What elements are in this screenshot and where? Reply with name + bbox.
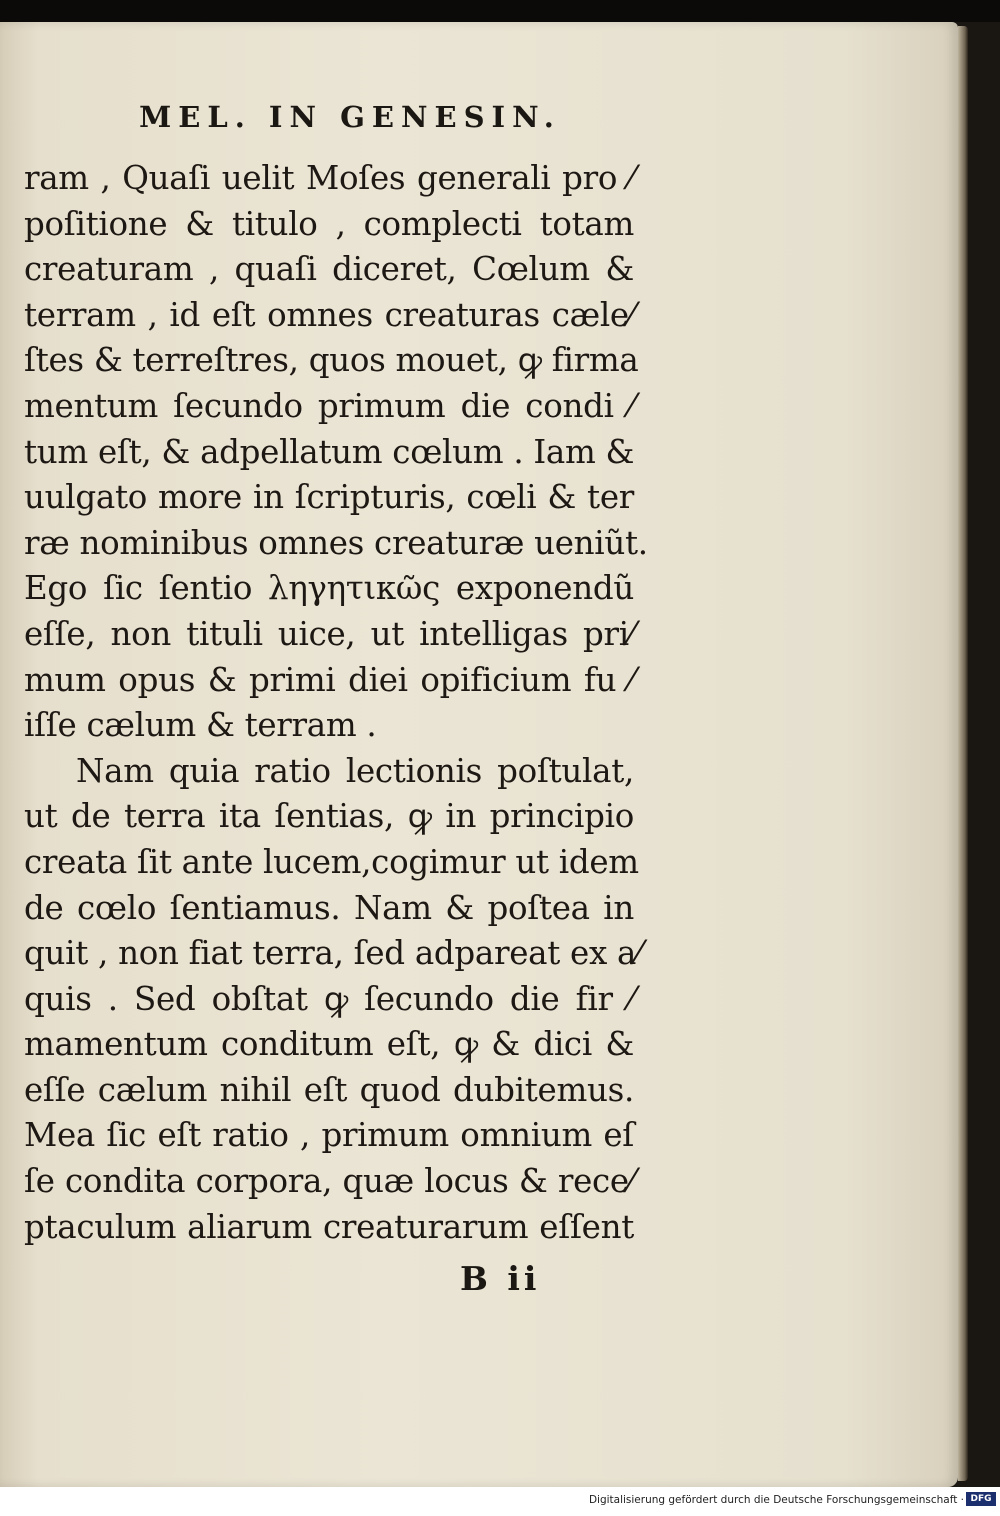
page-edge-shadow bbox=[958, 26, 968, 1481]
text-line: mamentum conditum eſt, ꝙ & dici & bbox=[24, 1025, 634, 1064]
footer-bar bbox=[0, 1487, 1000, 1516]
text-line: mum opus & primi diei opificium fu ⁄ bbox=[24, 660, 634, 699]
text-line: Ego ſic ſentio ληγητικῶς exponendũ bbox=[24, 569, 634, 608]
text-line: poſitione & titulo , complecti totam bbox=[24, 204, 634, 243]
text-line: de cœlo ſentiamus. Nam & poſtea in bbox=[24, 888, 634, 927]
text-line: ſe condita corpora, quæ locus & rece⁄ bbox=[24, 1162, 634, 1201]
text-line: ſtes & terreſtres, quos mouet, ꝙ firma bbox=[24, 341, 639, 380]
signature-mark: B ii bbox=[460, 1259, 541, 1298]
scan-top-border bbox=[0, 0, 1000, 22]
text-line: ram , Quaſi uelit Moſes generali pro ⁄ bbox=[24, 159, 634, 197]
text-line-paragraph-start: Nam quia ratio lectionis poſtulat, bbox=[76, 751, 634, 790]
running-head: MEL. IN GENESIN. bbox=[139, 100, 561, 134]
text-line: quit , non fiat terra, ſed adpareat ex a⁄ bbox=[24, 934, 642, 973]
funding-credit: Digitalisierung gefördert durch die Deutsche Forschungsgemeinschaft · bbox=[588, 1494, 964, 1506]
text-line: creata ſit ante lucem,cogimur ut idem bbox=[24, 842, 639, 881]
text-line-paragraph-end: iſſe cælum & terram . bbox=[24, 706, 377, 745]
text-line: ut de terra ita ſentias, ꝙ in principio bbox=[24, 797, 634, 836]
text-line: ræ nominibus omnes creaturæ ueniũt. bbox=[24, 523, 648, 562]
text-line: eſſe, non tituli uice, ut intelligas pri⁄ bbox=[24, 614, 634, 653]
text-line: Mea ſic eſt ratio , primum omnium eſ bbox=[24, 1116, 634, 1155]
text-line: eſſe cælum nihil eſt quod dubitemus. bbox=[24, 1070, 634, 1109]
text-line: terram , id eſt omnes creaturas cæle⁄ bbox=[24, 295, 634, 334]
text-line: tum eſt, & adpellatum cœlum . Iam & bbox=[24, 432, 635, 471]
body-text bbox=[24, 156, 648, 1250]
text-line: creaturam , quaſi diceret, Cœlum & bbox=[24, 250, 634, 289]
text-line: mentum ſecundo primum die condi ⁄ bbox=[24, 386, 634, 425]
text-line: ptaculum aliarum creaturarum eſſent bbox=[24, 1207, 634, 1246]
text-line: uulgato more in ſcripturis, cœli & ter bbox=[24, 478, 634, 517]
dfg-logo: DFG bbox=[966, 1492, 996, 1506]
text-line: quis . Sed obſtat ꝙ ſecundo die fir ⁄ bbox=[24, 979, 634, 1018]
